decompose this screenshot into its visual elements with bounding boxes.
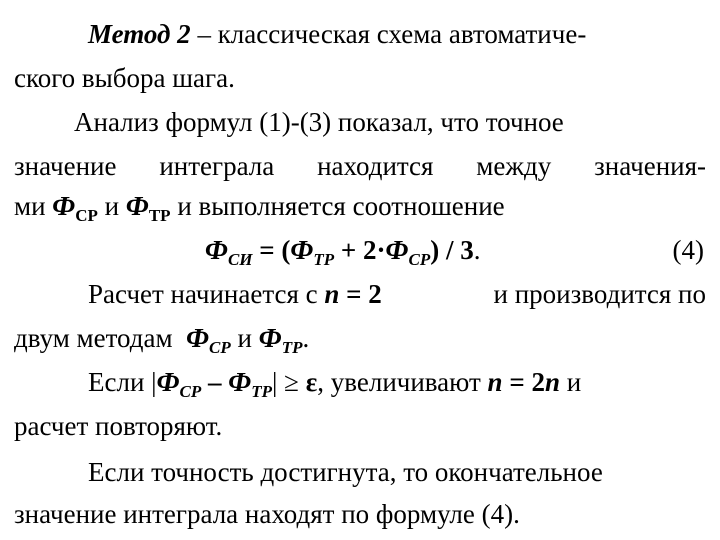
text-span: = 2	[502, 367, 545, 397]
text-line	[88, 274, 706, 314]
text-span: и	[560, 367, 582, 397]
subscript: ТР	[251, 382, 272, 401]
formula-span: .	[473, 235, 481, 265]
subscript: СР	[179, 382, 202, 401]
word: находится	[317, 151, 434, 181]
n-variable: n	[487, 367, 503, 397]
text-line	[88, 14, 706, 54]
text-span: |	[271, 367, 285, 397]
text-span: двум методам	[14, 323, 187, 353]
text-span: и	[230, 323, 259, 353]
formula-span: ) / 3	[430, 235, 474, 265]
word: интеграла	[159, 151, 275, 181]
subscript: ТР	[313, 250, 335, 269]
epsilon-symbol: ε	[298, 367, 318, 397]
text-span: = 2	[339, 279, 382, 309]
ge-symbol: ≥	[284, 367, 299, 397]
text-span: и	[97, 191, 126, 221]
word: значения-	[594, 151, 706, 181]
phi-symbol: Ф	[186, 323, 210, 353]
text-line: Анализ формул (1)-(3) показал, что точное	[74, 107, 564, 137]
subscript: ТР	[148, 206, 171, 225]
formula	[205, 230, 480, 270]
method-label: Метод 2	[88, 19, 191, 49]
phi-symbol: Ф	[125, 191, 149, 221]
phi-symbol: Ф	[156, 367, 180, 397]
text-span: .	[302, 323, 310, 353]
n-variable: n	[324, 279, 340, 309]
text-span: ми	[14, 191, 53, 221]
text-line: ского выбора шага.	[14, 63, 235, 93]
text-span: –	[201, 367, 229, 397]
text-span: Расчет начинается с	[88, 279, 325, 309]
text-line: значение интеграла находят по формуле (4).	[14, 499, 520, 529]
text-line	[88, 362, 706, 402]
text-line	[14, 186, 706, 226]
text-span: – классическая схема автоматиче-	[190, 19, 587, 49]
subscript: СР	[75, 206, 98, 225]
text-line-justified	[14, 146, 706, 186]
word: значение	[14, 151, 117, 181]
subscript: СР	[209, 338, 231, 357]
word: между	[476, 151, 552, 181]
text-span	[88, 274, 382, 314]
text-line: Если точность достигнута, то окончательное	[88, 457, 603, 487]
text-span: и выполняется соотношение	[170, 191, 505, 221]
text-line: расчет повторяют.	[14, 411, 223, 441]
text-line	[14, 318, 706, 358]
phi-symbol: Ф	[205, 235, 228, 265]
phi-symbol: Ф	[52, 191, 76, 221]
phi-symbol: Ф	[385, 235, 409, 265]
formula-line	[14, 230, 706, 270]
formula-span: = (	[252, 235, 291, 265]
formula-span: + 2·	[334, 235, 386, 265]
phi-symbol: Ф	[258, 323, 282, 353]
text-span: , увеличивают	[317, 367, 488, 397]
phi-symbol: Ф	[228, 367, 252, 397]
text-span: Если |	[88, 367, 157, 397]
subscript: СР	[408, 250, 431, 269]
n-variable: n	[544, 367, 560, 397]
subscript: ТР	[281, 338, 303, 357]
subscript: СИ	[227, 250, 253, 269]
equation-number: (4)	[672, 235, 704, 265]
phi-symbol: Ф	[290, 235, 314, 265]
text-span: и производится по	[493, 279, 706, 309]
